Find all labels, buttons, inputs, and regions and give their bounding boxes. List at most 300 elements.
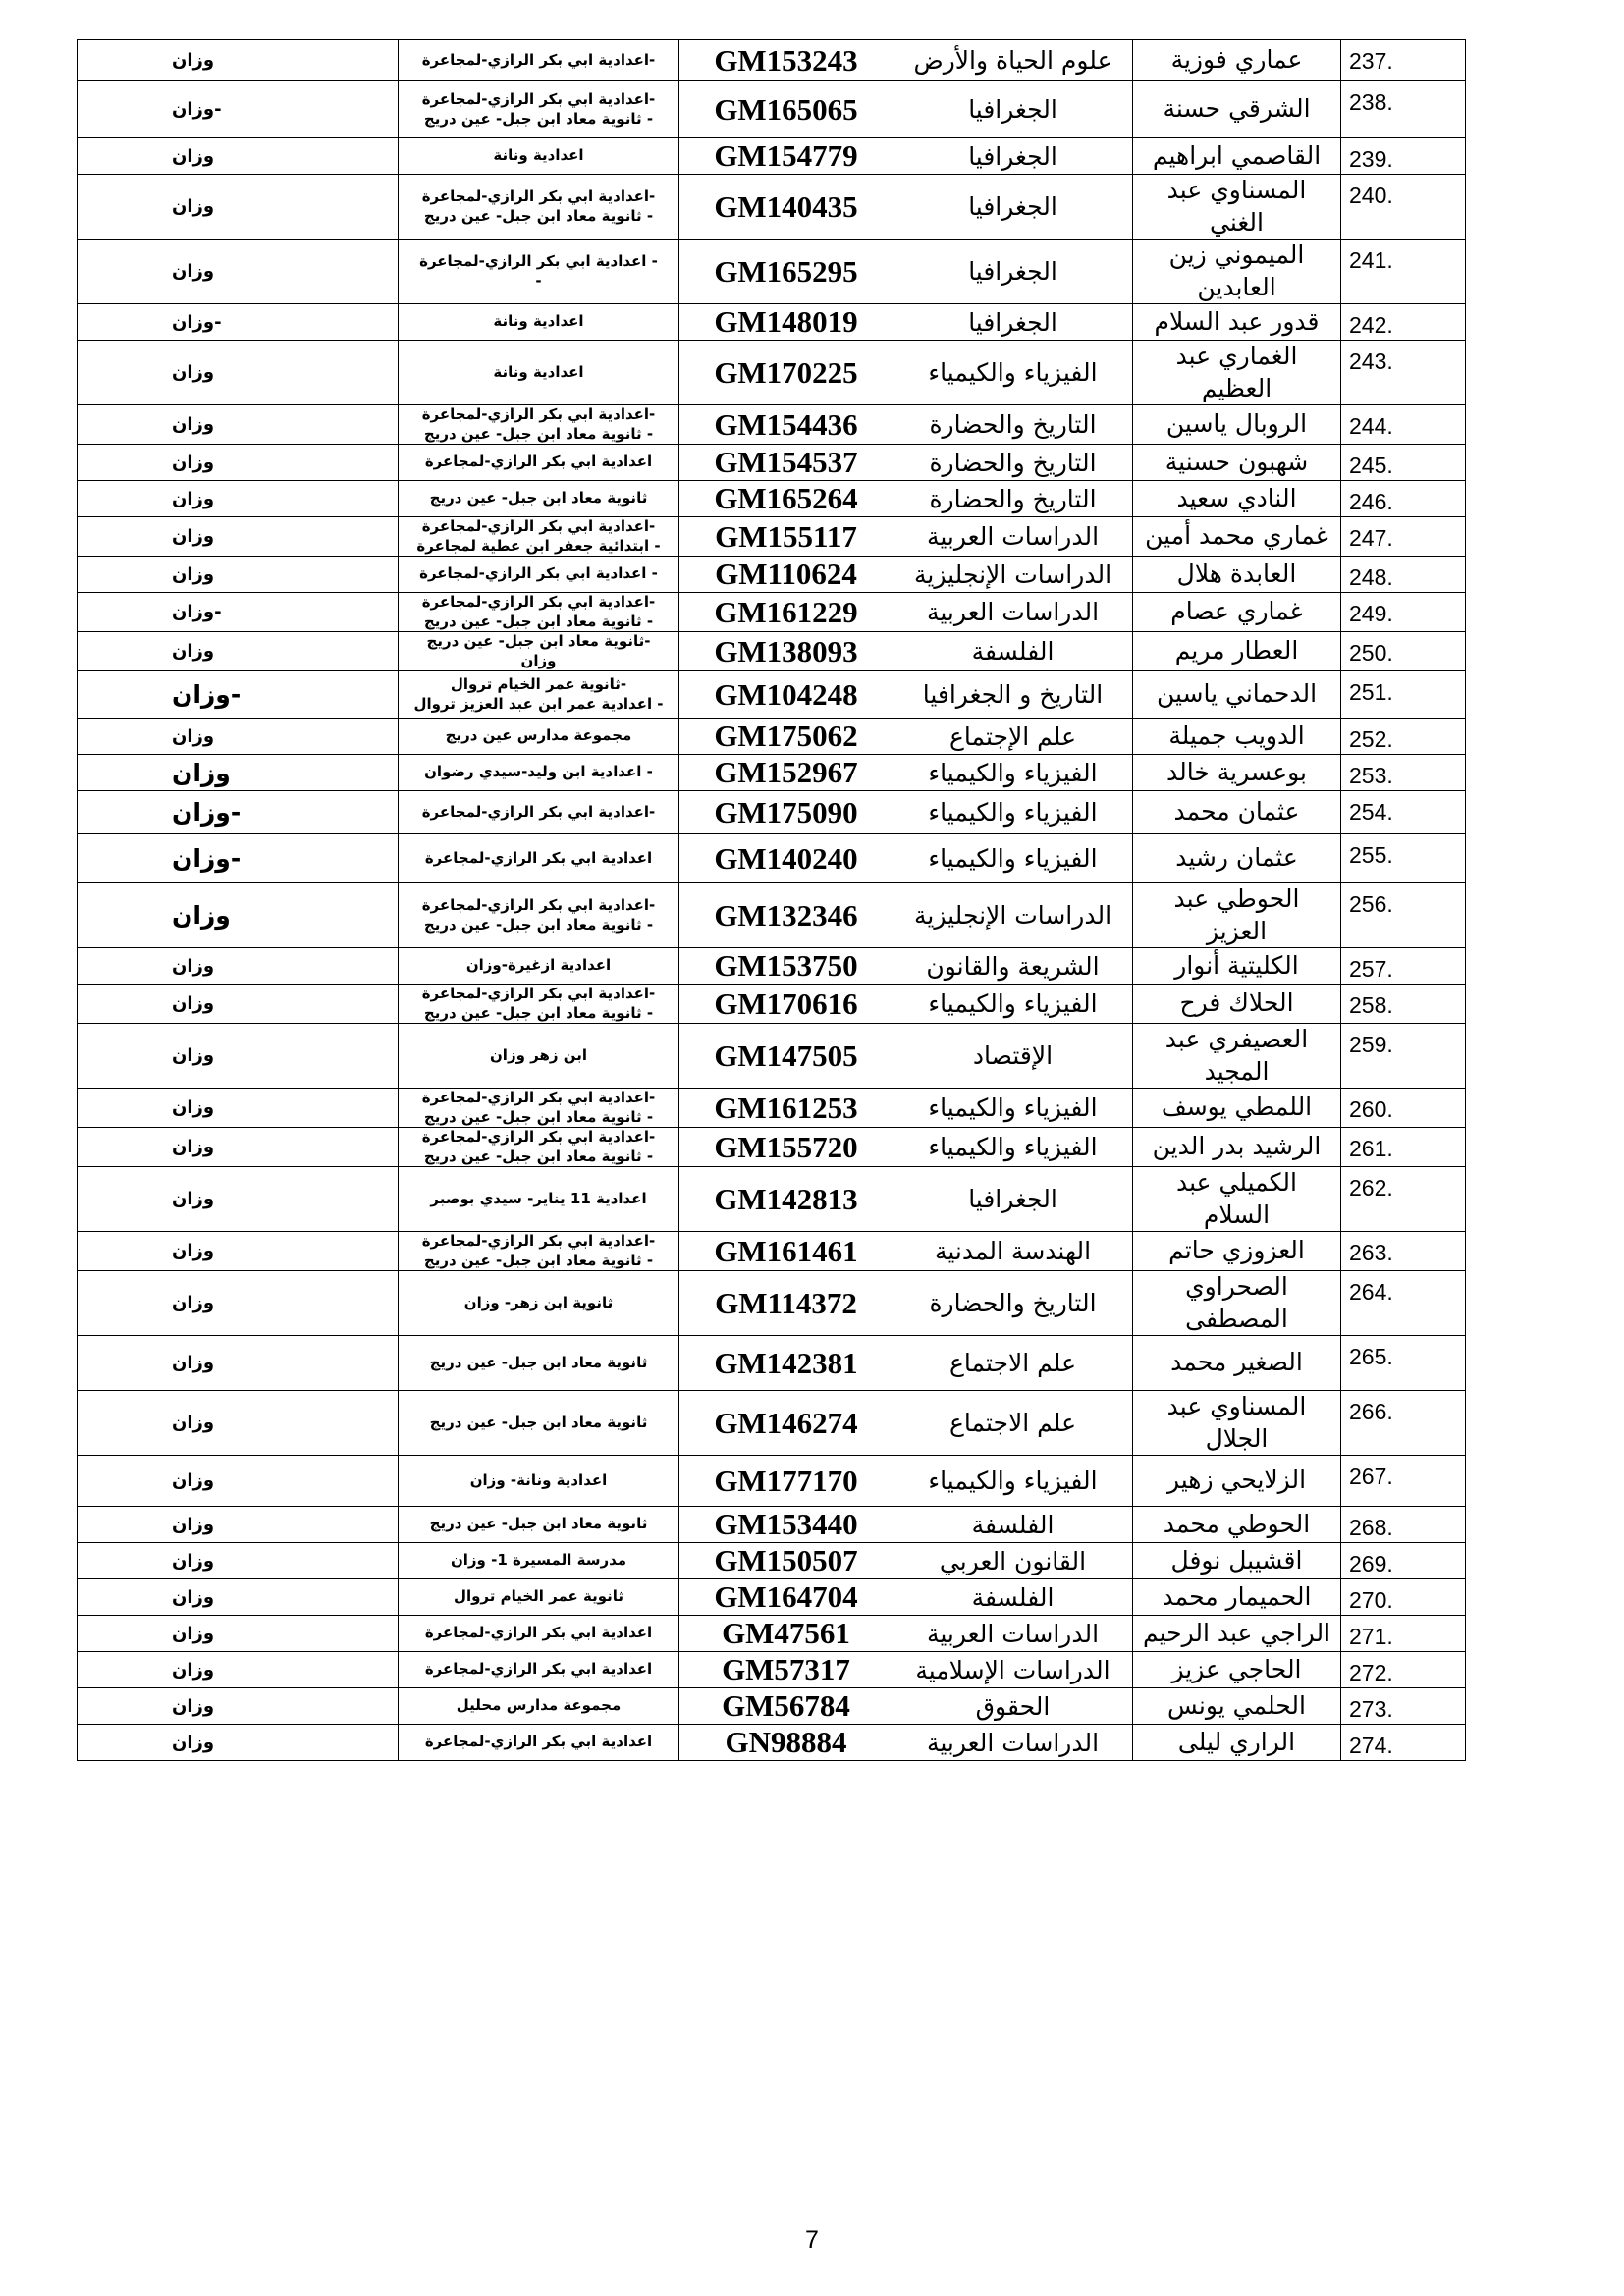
school-name: -ثانوية معاد ابن جبل- عين دريج وزان [399,632,679,671]
specialty: الدراسات الإنجليزية [893,557,1133,593]
specialty: الفيزياء والكيمياء [893,1456,1133,1507]
row-number: 267. [1341,1456,1466,1507]
specialty: الفيزياء والكيمياء [893,341,1133,405]
person-name: عثمان رشيد [1133,834,1341,883]
city-label: وزان [172,641,215,662]
city-label: وزان [172,1623,215,1644]
specialty: الفيزياء والكيمياء [893,791,1133,834]
city-label: وزان [172,1550,215,1572]
row-number: 249. [1341,593,1466,632]
person-name: الرشيد بدر الدين [1133,1128,1341,1167]
table-row [78,175,1466,240]
specialty: الدراسات الإسلامية [893,1652,1133,1688]
specialty: الدراسات العربية [893,1725,1133,1761]
table-row [78,632,1466,671]
city-label: وزان [172,1586,215,1608]
city-label: -وزان [172,844,242,873]
specialty: الفلسفة [893,1579,1133,1616]
city-label: وزان [172,145,215,167]
table-row [78,517,1466,557]
specialty: الفيزياء والكيمياء [893,1128,1133,1167]
school-name: - اعدادية ابي بكر الرازي-لمجاعرة - [399,240,679,304]
registration-code: GM57317 [679,1652,893,1688]
person-name: عماري فوزية [1133,40,1341,81]
person-name: الميموني زين العابدين [1133,240,1341,304]
school-name: -اعدادية ابي بكر الرازي-لمجاعرة - ثانوية معاد ابن جبل- عين دريج [399,405,679,445]
person-name: الزلايحي زهير [1133,1456,1341,1507]
table-row [78,40,1466,81]
city-label: -وزان [172,680,242,709]
city [78,1271,399,1336]
city-label: وزان [172,1097,215,1118]
specialty: علم الإجتماع [893,719,1133,755]
specialty: الجغرافيا [893,81,1133,138]
specialty: الدراسات الإنجليزية [893,883,1133,948]
row-number: 242. [1341,304,1466,341]
city-label: وزان [172,993,215,1014]
table-row [78,138,1466,175]
person-name: الحوطي محمد [1133,1507,1341,1543]
specialty: التاريخ والحضارة [893,481,1133,517]
city-label: وزان [172,362,215,383]
table-row [78,1167,1466,1232]
city-label: -وزان [172,602,222,622]
row-number: 248. [1341,557,1466,593]
table-row [78,593,1466,632]
table-row [78,1652,1466,1688]
registration-code: GM175090 [679,791,893,834]
registration-code: GM142381 [679,1336,893,1391]
city-label: وزان [172,50,215,71]
registration-code: GN98884 [679,1725,893,1761]
row-number: 266. [1341,1391,1466,1456]
specialty: الشريعة والقانون [893,948,1133,985]
row-number: 239. [1341,138,1466,175]
table-row [78,1616,1466,1652]
specialty: التاريخ والحضارة [893,405,1133,445]
row-number: 264. [1341,1271,1466,1336]
person-name: اللمطي يوسف [1133,1089,1341,1128]
city-label: وزان [172,1189,215,1209]
school-name: اعدادية ونانة [399,138,679,175]
row-number: 274. [1341,1725,1466,1761]
city [78,341,399,405]
registration-code: GM142813 [679,1167,893,1232]
city-label: وزان [172,1514,215,1535]
person-name: الحميمار محمد [1133,1579,1341,1616]
city-label: وزان [172,452,215,473]
specialty: الفيزياء والكيمياء [893,1089,1133,1128]
registration-code: GM114372 [679,1271,893,1336]
registration-code: GM148019 [679,304,893,341]
city-label: وزان [172,1470,215,1491]
registration-code: GM177170 [679,1456,893,1507]
row-number: 258. [1341,985,1466,1024]
registration-code: GM138093 [679,632,893,671]
specialty: الفيزياء والكيمياء [893,834,1133,883]
city-label: وزان [172,526,215,547]
city [78,1725,399,1761]
person-name: الدحماني ياسين [1133,671,1341,719]
person-name: بوعسرية خالد [1133,755,1341,791]
school-name: اعدادية ابي بكر الرازي-لمجاعرة [399,1616,679,1652]
table-row [78,1024,1466,1089]
city-label: وزان [172,1732,215,1753]
school-name: اعدادية ونانة [399,304,679,341]
row-number: 256. [1341,883,1466,948]
school-name: -اعدادية ابي بكر الرازي-لمجاعرة - ثانوية معاد ابن جبل- عين دريج [399,1232,679,1271]
city [78,1652,399,1688]
city-label: -وزان [172,311,222,333]
city [78,81,399,138]
school-name: -اعدادية ابي بكر الرازي-لمجاعرة - ثانوية معاد ابن جبل- عين دريج [399,593,679,632]
city [78,304,399,341]
registration-code: GM155117 [679,517,893,557]
school-name: -اعدادية ابي بكر الرازي-لمجاعرة - ثانوية معاد ابن جبل- عين دريج [399,1089,679,1128]
school-name: اعدادية ونانة [399,341,679,405]
city [78,834,399,883]
school-name: -اعدادية ابي بكر الرازي-لمجاعرة - ثانوية معاد ابن جبل- عين دريج [399,1128,679,1167]
city-label: وزان [172,1137,215,1157]
registration-code: GM146274 [679,1391,893,1456]
city [78,593,399,632]
table-row [78,1271,1466,1336]
person-name: الصغير محمد [1133,1336,1341,1391]
registration-code: GM165065 [679,81,893,138]
person-name: عثمان محمد [1133,791,1341,834]
registration-code: GM140240 [679,834,893,883]
teachers-table [77,39,1466,1761]
registration-code: GM165295 [679,240,893,304]
row-number: 268. [1341,1507,1466,1543]
city-label: وزان [172,758,231,787]
city [78,1232,399,1271]
city [78,1336,399,1391]
school-name: اعدادية ابي بكر الرازي-لمجاعرة [399,834,679,883]
person-name: العزوزي حاتم [1133,1232,1341,1271]
table-row [78,791,1466,834]
school-name: مجموعة مدارس عين دريج [399,719,679,755]
school-name: ثانوية معاد ابن جبل- عين دريج [399,481,679,517]
page-number: 7 [805,2226,819,2254]
row-number: 253. [1341,755,1466,791]
specialty: الجغرافيا [893,240,1133,304]
school-name: -اعدادية ابي بكر الرازي-لمجاعرة - ثانوية معاد ابن جبل- عين دريج [399,81,679,138]
city [78,1167,399,1232]
table-row [78,240,1466,304]
table-row [78,1336,1466,1391]
city [78,240,399,304]
registration-code: GM155720 [679,1128,893,1167]
row-number: 240. [1341,175,1466,240]
table-row [78,755,1466,791]
registration-code: GM153243 [679,40,893,81]
table-row [78,985,1466,1024]
row-number: 238. [1341,81,1466,138]
specialty: التاريخ و الجغرافيا [893,671,1133,719]
table-row [78,1688,1466,1725]
table-row [78,445,1466,481]
person-name: المسناوي عبد الغني [1133,175,1341,240]
city-label: وزان [172,563,215,585]
school-name: اعدادية ونانة- وزان [399,1456,679,1507]
table-row [78,81,1466,138]
school-name: -اعدادية ابي بكر الرازي-لمجاعرة - ثانوية معاد ابن جبل- عين دريج [399,883,679,948]
city [78,445,399,481]
registration-code: GM161229 [679,593,893,632]
specialty: الدراسات العربية [893,593,1133,632]
school-name: اعدادية ابي بكر الرازي-لمجاعرة [399,1652,679,1688]
row-number: 251. [1341,671,1466,719]
person-name: الحوطي عبد العزيز [1133,883,1341,948]
row-number: 254. [1341,791,1466,834]
table-row [78,1579,1466,1616]
person-name: النادي سعيد [1133,481,1341,517]
city [78,481,399,517]
school-name: - اعدادية ابن وليد-سيدي رضوان [399,755,679,791]
city [78,138,399,175]
city [78,1543,399,1579]
person-name: الغماري عبد العظيم [1133,341,1341,405]
school-name: اعدادية ابي بكر الرازي-لمجاعرة [399,445,679,481]
table-body [78,40,1466,1761]
table-row [78,1725,1466,1761]
city-label: وزان [172,1241,215,1261]
registration-code: GM152967 [679,755,893,791]
city-label: وزان [172,1659,215,1681]
specialty: الجغرافيا [893,138,1133,175]
city-label: وزان [172,196,215,217]
specialty: الحقوق [893,1688,1133,1725]
school-name: -اعدادية ابي بكر الرازي-لمجاعرة [399,791,679,834]
city [78,791,399,834]
registration-code: GM147505 [679,1024,893,1089]
specialty: القانون العربي [893,1543,1133,1579]
city-label: وزان [172,414,215,435]
table-row [78,481,1466,517]
person-name: شهبون حسنية [1133,445,1341,481]
school-name: -ثانوية عمر الخيام تروال - اعدادية عمر ابن عبد العزيز تروال [399,671,679,719]
row-number: 265. [1341,1336,1466,1391]
city [78,883,399,948]
school-name: -اعدادية ابي بكر الرازي-لمجاعرة - ثانوية معاد ابن جبل- عين دريج [399,175,679,240]
table-row [78,304,1466,341]
person-name: القاصمي ابراهيم [1133,138,1341,175]
specialty: الجغرافيا [893,175,1133,240]
person-name: الصحراوي المصطفى [1133,1271,1341,1336]
registration-code: GM153750 [679,948,893,985]
registration-code: GM154436 [679,405,893,445]
row-number: 257. [1341,948,1466,985]
city [78,948,399,985]
city [78,632,399,671]
row-number: 250. [1341,632,1466,671]
person-name: المسناوي عبد الجلال [1133,1391,1341,1456]
registration-code: GM132346 [679,883,893,948]
specialty: الدراسات العربية [893,517,1133,557]
row-number: 237. [1341,40,1466,81]
row-number: 262. [1341,1167,1466,1232]
school-name: اعدادية ابي بكر الرازي-لمجاعرة [399,1725,679,1761]
registration-code: GM170225 [679,341,893,405]
table-row [78,1507,1466,1543]
city [78,1089,399,1128]
school-name: ثانوية ابن زهر- وزان [399,1271,679,1336]
city [78,1507,399,1543]
school-name: مجموعة مدارس محليل [399,1688,679,1725]
row-number: 269. [1341,1543,1466,1579]
table-row [78,1232,1466,1271]
registration-code: GM104248 [679,671,893,719]
table-row [78,557,1466,593]
row-number: 246. [1341,481,1466,517]
school-name: اعدادية ازغيرة-وزان [399,948,679,985]
row-number: 247. [1341,517,1466,557]
specialty: علم الاجتماع [893,1391,1133,1456]
school-name: اعدادية 11 يناير- سيدي بوصبر [399,1167,679,1232]
registration-code: GM140435 [679,175,893,240]
specialty: الدراسات العربية [893,1616,1133,1652]
specialty: الهندسة المدنية [893,1232,1133,1271]
row-number: 244. [1341,405,1466,445]
city [78,755,399,791]
row-number: 255. [1341,834,1466,883]
table-row [78,1543,1466,1579]
row-number: 252. [1341,719,1466,755]
table-row [78,341,1466,405]
registration-code: GM161461 [679,1232,893,1271]
school-name: ثانوية عمر الخيام تروال [399,1579,679,1616]
city [78,1616,399,1652]
specialty: علوم الحياة والأرض [893,40,1133,81]
school-name: -اعدادية ابي بكر الرازي-لمجاعرة [399,40,679,81]
table-row [78,834,1466,883]
specialty: الإقتصاد [893,1024,1133,1089]
row-number: 260. [1341,1089,1466,1128]
table-row [78,1128,1466,1167]
city [78,405,399,445]
table-row [78,405,1466,445]
registration-code: GM154537 [679,445,893,481]
school-name: -اعدادية ابي بكر الرازي-لمجاعرة - ابتدائية جعفر ابن عطية لمجاعرة [399,517,679,557]
city-label: وزان [172,1353,215,1373]
registration-code: GM150507 [679,1543,893,1579]
person-name: العطار مريم [1133,632,1341,671]
registration-code: GM175062 [679,719,893,755]
specialty: الفيزياء والكيمياء [893,755,1133,791]
person-name: الروبال ياسين [1133,405,1341,445]
city [78,985,399,1024]
school-name: ثانوية معاد ابن جبل- عين دريج [399,1336,679,1391]
city-label: وزان [172,955,215,977]
specialty: الفلسفة [893,632,1133,671]
specialty: الفلسفة [893,1507,1133,1543]
row-number: 270. [1341,1579,1466,1616]
registration-code: GM170616 [679,985,893,1024]
school-name: ابن زهر وزان [399,1024,679,1089]
city [78,1456,399,1507]
row-number: 271. [1341,1616,1466,1652]
specialty: علم الاجتماع [893,1336,1133,1391]
specialty: الفيزياء والكيمياء [893,985,1133,1024]
city-label: وزان [172,1293,215,1313]
city [78,1688,399,1725]
person-name: غماري محمد أمين [1133,517,1341,557]
city [78,1024,399,1089]
row-number: 272. [1341,1652,1466,1688]
table-row [78,1089,1466,1128]
registration-code: GM56784 [679,1688,893,1725]
city-label: وزان [172,1045,215,1066]
city [78,557,399,593]
person-name: الكميلي عبد السلام [1133,1167,1341,1232]
person-name: الكليتية أنوار [1133,948,1341,985]
city [78,1579,399,1616]
school-name: مدرسة المسيرة 1- وزان [399,1543,679,1579]
table-row [78,719,1466,755]
city-label: وزان [172,1413,215,1433]
table-row [78,1456,1466,1507]
city [78,671,399,719]
registration-code: GM153440 [679,1507,893,1543]
row-number: 245. [1341,445,1466,481]
row-number: 243. [1341,341,1466,405]
person-name: الحاجي عزيز [1133,1652,1341,1688]
person-name: العابدة هلال [1133,557,1341,593]
school-name: ثانوية معاد ابن جبل- عين دريج [399,1507,679,1543]
specialty: التاريخ والحضارة [893,445,1133,481]
row-number: 259. [1341,1024,1466,1089]
table-row [78,671,1466,719]
school-name: -اعدادية ابي بكر الرازي-لمجاعرة - ثانوية معاد ابن جبل- عين دريج [399,985,679,1024]
person-name: الشرقي حسنة [1133,81,1341,138]
city-label: -وزان [172,798,242,827]
registration-code: GM47561 [679,1616,893,1652]
person-name: قدور عبد السلام [1133,304,1341,341]
city [78,719,399,755]
person-name: الدويب جميلة [1133,719,1341,755]
city [78,1128,399,1167]
city-label: وزان [172,1695,215,1717]
city [78,517,399,557]
person-name: الحلمي يونس [1133,1688,1341,1725]
registration-code: GM161253 [679,1089,893,1128]
person-name: الراري ليلى [1133,1725,1341,1761]
person-name: الراجي عبد الرحيم [1133,1616,1341,1652]
person-name: العصيفري عبد المجيد [1133,1024,1341,1089]
city [78,40,399,81]
table-row [78,1391,1466,1456]
school-name: ثانوية معاد ابن جبل- عين دريج [399,1391,679,1456]
table-row [78,948,1466,985]
city [78,1391,399,1456]
registration-code: GM154779 [679,138,893,175]
school-name: - اعدادية ابي بكر الرازي-لمجاعرة [399,557,679,593]
registration-code: GM165264 [679,481,893,517]
row-number: 261. [1341,1128,1466,1167]
specialty: الجغرافيا [893,1167,1133,1232]
city-label: وزان [172,901,231,930]
registration-code: GM110624 [679,557,893,593]
registration-code: GM164704 [679,1579,893,1616]
table-row [78,883,1466,948]
row-number: 241. [1341,240,1466,304]
city-label: وزان [172,261,215,282]
city [78,175,399,240]
city-label: وزان [172,488,215,509]
specialty: الجغرافيا [893,304,1133,341]
person-name: الحلاك فرح [1133,985,1341,1024]
